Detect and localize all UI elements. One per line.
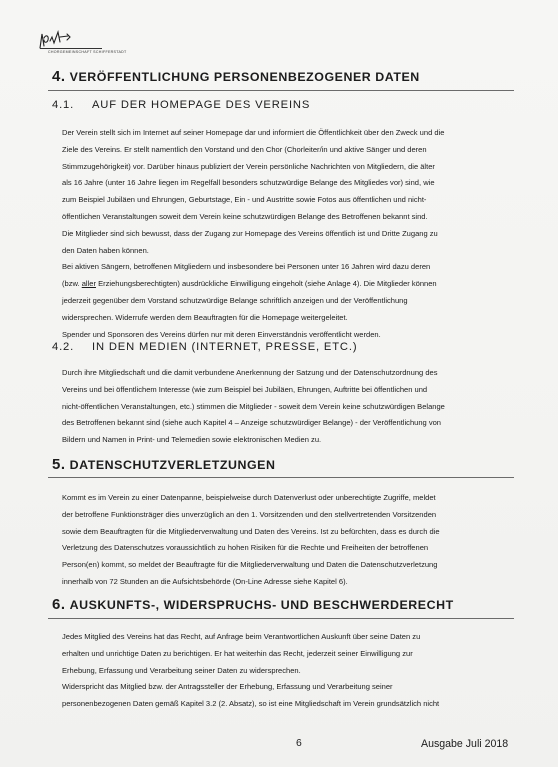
text-line: sowie dem Beauftragten für die Mitgliederverwaltung und Daten des Vereins. Ist zu befürchten, dass es durch die bbox=[62, 526, 440, 536]
text-line-underlined: (bzw. aller Erziehungsberechtigten) ausdrückliche Einwilligung eingeholt (siehe Anlage 4). Die Mitglieder können bbox=[62, 279, 437, 289]
heading-rule bbox=[48, 477, 514, 478]
text-line: Die Mitglieder sind sich bewusst, dass der Zugang zur Homepage des Vereins öffentlich ist und Dritte Zugang zu bbox=[62, 228, 438, 238]
text-line: Bildern und Namen in Print- und Telemedien sowie elektronischen Medien zu. bbox=[62, 435, 322, 445]
text-line: Erhebung, Erfassung und Verarbeitung seiner Daten zu widersprechen. bbox=[62, 665, 301, 675]
text-line: personenbezogenen Daten gemäß Kapitel 3.2 (2. Absatz), so ist eine Mitgliedschaft im Verein grundsätzlich nicht bbox=[62, 699, 440, 709]
text-line: Vereins und bei öffentlichem Interesse (wie zum Beispiel bei Jubiläen, Ehrungen, Auftritte bei öffentlichen und bbox=[62, 384, 428, 394]
section-6-text bbox=[62, 629, 518, 713]
text-line: Bei aktiven Sängern, betroffenen Mitgliedern und insbesondere bei Personen unter 16 Jahren wird dazu deren bbox=[62, 262, 431, 272]
text-line: Durch ihre Mitgliedschaft und die damit verbundene Anerkennung der Satzung und der Datenschutzordnung des bbox=[62, 368, 438, 377]
text-line: Jedes Mitglied des Vereins hat das Recht, auf Anfrage beim Verantwortlichen Auskunft über seine Daten zu bbox=[62, 632, 421, 641]
section-6-heading bbox=[52, 596, 454, 613]
text-line: Der Verein stellt sich im Internet auf seiner Homepage dar und informiert die Öffentlichkeit über den Zweck und die bbox=[62, 128, 445, 137]
section-title: DATENSCHUTZVERLETZUNGEN bbox=[69, 458, 276, 472]
subsection-number: 4.1. bbox=[52, 99, 75, 111]
text-line: den Daten haben können. bbox=[62, 245, 149, 255]
text-line: Stimmzugehörigkeit) vor. Darüber hinaus publiziert der Verein persönliche Nachrichten von Mitgliedern, die älter bbox=[62, 161, 435, 171]
text-line: zum Beispiel Jubiläen und Ehrungen, Geburtstage, Ein - und Austritte sowie Fotos aus öffentlichen und nicht- bbox=[62, 195, 427, 205]
logo-caption: CHORGEMEINSCHAFT SCHIFFERSTADT bbox=[48, 50, 127, 54]
text-line: Ziele des Vereins. Er stellt namentlich den Vorstand und den Chor (Chorleiter/in und aktive Sänger und deren bbox=[62, 144, 427, 154]
section-4-1-heading bbox=[52, 99, 310, 111]
page-number: 6 bbox=[296, 738, 302, 749]
issue-date: Ausgabe Juli 2018 bbox=[421, 738, 509, 750]
heading-rule bbox=[48, 90, 514, 91]
text-line: der betroffene Funktionsträger dies unverzüglich an den 1. Vorsitzenden und den stellvertretenden Vorsitzenden bbox=[62, 509, 437, 519]
section-4-heading bbox=[52, 68, 420, 85]
text-line: Verletzung des Datenschutzes voraussichtlich zu hohen Risiken für die Rechte und Freiheiten der betroffenen bbox=[62, 543, 429, 553]
text-line: öffentlichen Veranstaltungen soweit dem Verein keine schutzwürdigen Belange des Betroffenen bekannt sind. bbox=[62, 211, 428, 221]
section-title: AUSKUNFTS-, WIDERSPRUCHS- UND BESCHWERDERECHT bbox=[69, 598, 454, 612]
section-5-text bbox=[62, 490, 518, 591]
section-title: VERÖFFENTLICHUNG PERSONENBEZOGENER DATEN bbox=[69, 70, 420, 84]
section-5-heading bbox=[52, 456, 275, 473]
section-4-1-text bbox=[62, 125, 518, 343]
section-4-2-text bbox=[62, 365, 518, 449]
section-4-2-heading bbox=[52, 341, 357, 353]
text-line: widersprechen. Widerrufe werden dem Beauftragten für die Homepage weitergeleitet. bbox=[62, 312, 348, 322]
text-line: nicht-öffentlichen Veranstaltungen, etc.) stimmen die Mitglieder - soweit dem Verein keine schutzwürdigen Belange bbox=[62, 401, 445, 411]
underlined-word: aller bbox=[81, 279, 96, 289]
text-line: des Betroffenen bekannt sind (siehe auch Kapitel 4 – Anzeige schutzwürdiger Belange) - der Veröffentlichung von bbox=[62, 418, 441, 428]
subsection-title: IN DEN MEDIEN (INTERNET, PRESSE, ETC.) bbox=[92, 341, 358, 353]
logo-underline bbox=[40, 48, 102, 49]
text-line: Person(en) kommt, so meldet der Beauftragte für die Mitgliederverwaltung und Daten die Datenschutzverletzung bbox=[62, 560, 438, 570]
subsection-number: 4.2. bbox=[52, 341, 75, 353]
text-line: jederzeit gegenüber dem Vorstand schutzwürdige Belange schriftlich anzeigen und der Veröffentlichung bbox=[62, 295, 408, 305]
text-line: Kommt es im Verein zu einer Datenpanne, beispielweise durch Datenverlust oder unberechtigte Zugriffe, meldet bbox=[62, 493, 436, 502]
text-line: Spender und Sponsoren des Vereins dürfen nur mit deren Einverständnis veröffentlicht werden. bbox=[62, 329, 381, 339]
text-line: innerhalb von 72 Stunden an die Aufsichtsbehörde (On-Line Adresse siehe Kapitel 6). bbox=[62, 576, 348, 586]
section-number: 4. bbox=[52, 68, 66, 85]
text-line: als 16 Jahre (unter 16 Jahre liegen im Regelfall besonders schutzwürdige Belange des Mitgliedes vor) sind, wie bbox=[62, 178, 435, 188]
subsection-title: AUF DER HOMEPAGE DES VEREINS bbox=[92, 99, 311, 111]
text-line: Widerspricht das Mitglied bzw. der Antragssteller der Erhebung, Erfassung und Verarbeitung seiner bbox=[62, 682, 393, 692]
heading-rule bbox=[48, 618, 514, 619]
section-number: 5. bbox=[52, 456, 66, 473]
section-number: 6. bbox=[52, 596, 66, 613]
text-line: erhalten und unrichtige Daten zu berichtigen. Er hat weiterhin das Recht, jederzeit seiner Einwilligung zur bbox=[62, 648, 413, 658]
